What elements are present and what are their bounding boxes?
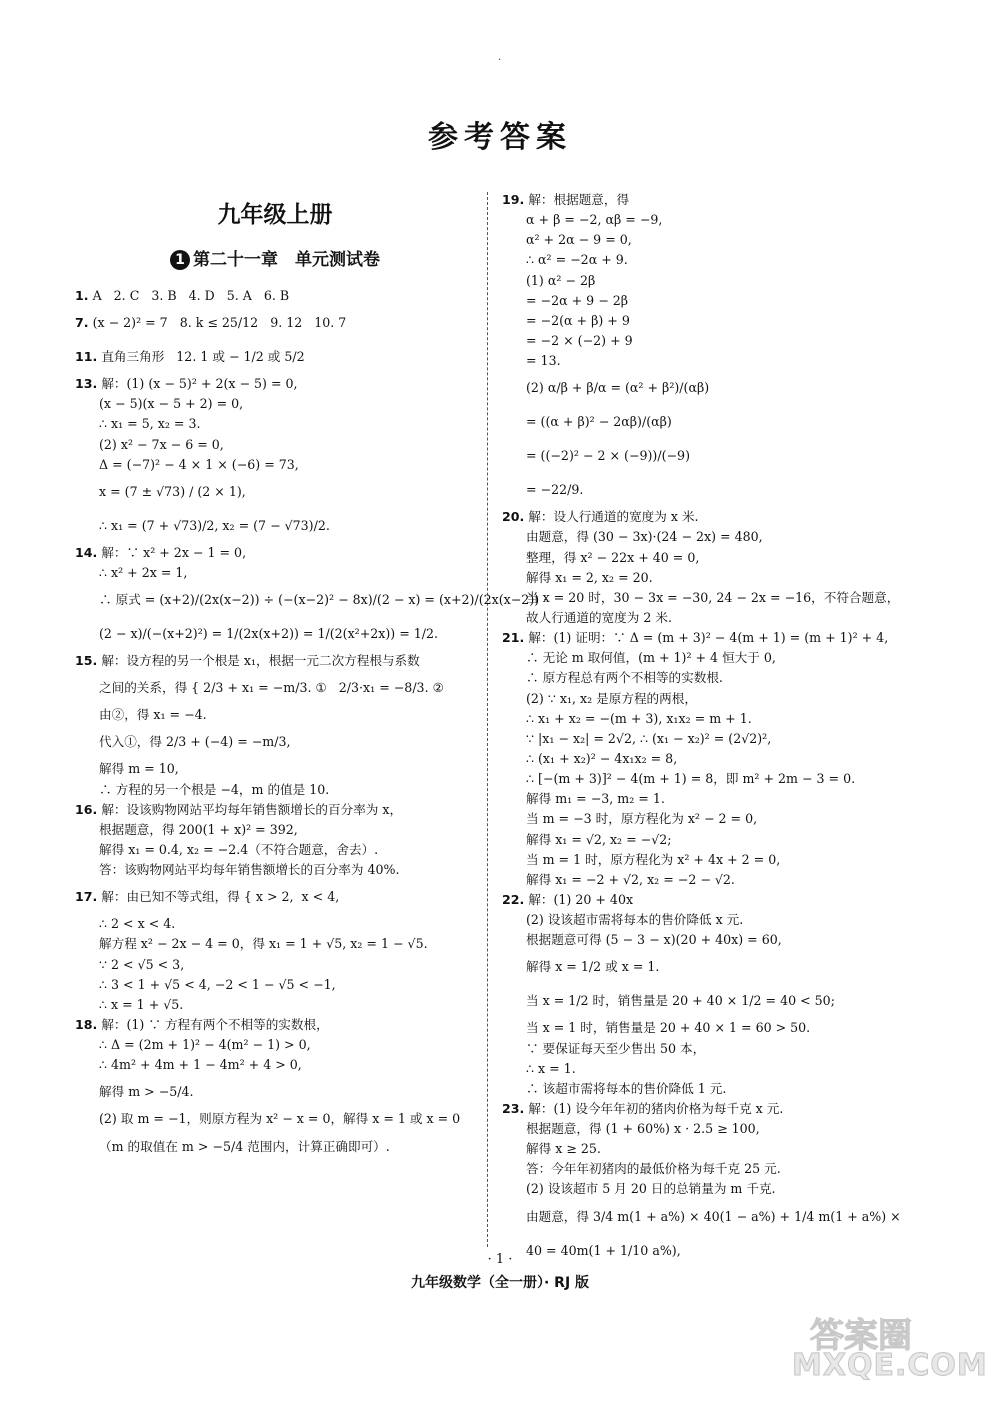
answer-line bbox=[502, 910, 922, 930]
answer-text: 40 = 40m(1 + 1/10 a%), bbox=[526, 1242, 681, 1258]
answer-line bbox=[75, 340, 475, 374]
answer-line bbox=[502, 1139, 922, 1159]
answer-text: ∴ 3 < 1 + √5 < 4, −2 < 1 − √5 < −1, bbox=[99, 976, 336, 992]
answer-text: = 13. bbox=[526, 353, 561, 369]
question-number: 15. bbox=[75, 653, 98, 669]
answer-line bbox=[75, 1035, 475, 1055]
answer-line bbox=[502, 291, 922, 311]
answer-line bbox=[502, 1119, 922, 1139]
page-number: · 1 · bbox=[487, 1252, 513, 1267]
chapter-title-text: 第二十一章 单元测试卷 bbox=[193, 250, 380, 270]
answer-line bbox=[502, 648, 922, 668]
answer-text: 解得 x₁ = −2 + √2, x₂ = −2 − √2. bbox=[526, 871, 735, 887]
question-number: 16. bbox=[75, 801, 98, 817]
answer-line bbox=[502, 628, 922, 648]
answer-text: ∴ (x₁ + x₂)² − 4x₁x₂ = 8, bbox=[526, 750, 678, 766]
answer-text: Δ = (−7)² − 4 × 1 × (−6) = 73, bbox=[99, 456, 299, 472]
answer-line bbox=[75, 543, 475, 563]
answer-line bbox=[75, 617, 475, 651]
right-column bbox=[502, 190, 922, 1268]
answer-line bbox=[75, 1015, 475, 1035]
answer-line bbox=[75, 975, 475, 995]
answer-text: 解：由已知不等式组，得 { x > 2, x < 4, bbox=[97, 889, 340, 905]
answer-line bbox=[75, 1075, 475, 1109]
answer-line bbox=[502, 984, 922, 1018]
answer-text: = −22/9. bbox=[526, 482, 584, 498]
answer-text: 解得 m = 10, bbox=[99, 761, 179, 777]
answer-line bbox=[75, 780, 475, 800]
answer-text: 解：设该购物网站平均每年销售额增长的百分率为 x， bbox=[97, 801, 403, 817]
answer-line bbox=[75, 1055, 475, 1075]
answer-line bbox=[502, 527, 922, 547]
question-number: 1. bbox=[75, 288, 89, 303]
answer-line bbox=[502, 568, 922, 588]
answer-text: 当 x = 1 时，销售量是 20 + 40 × 1 = 60 > 50. bbox=[526, 1020, 811, 1036]
answer-text: 解：(1) 20 + 40x bbox=[524, 891, 634, 907]
answer-text: ∴ 方程的另一个根是 −4，m 的值是 10. bbox=[99, 781, 330, 797]
answer-text: 解：设人行通道的宽度为 x 米. bbox=[524, 509, 699, 525]
answer-line bbox=[502, 890, 922, 910]
answer-text: 解方程 x² − 2x − 4 = 0，得 x₁ = 1 + √5, x₂ = 1 − √5. bbox=[99, 936, 428, 952]
answer-line bbox=[502, 870, 922, 890]
answer-line bbox=[502, 930, 922, 950]
answer-line bbox=[502, 190, 922, 210]
answer-line bbox=[75, 563, 475, 583]
answer-text: 整理，得 x² − 22x + 40 = 0, bbox=[526, 549, 700, 565]
answer-line bbox=[502, 830, 922, 850]
answer-line bbox=[75, 583, 548, 617]
answer-text: 解得 m₁ = −3, m₂ = 1. bbox=[526, 791, 665, 807]
question-number: 14. bbox=[75, 544, 98, 560]
answer-text: 根据题意，得 (1 + 60%) x · 2.5 ≥ 100, bbox=[526, 1121, 760, 1137]
answer-text: 解：(1) 设今年年初的猪肉价格为每千克 x 元. bbox=[524, 1100, 784, 1116]
answer-line bbox=[502, 507, 922, 527]
answer-text: (2) x² − 7x − 6 = 0, bbox=[99, 436, 224, 452]
answer-line bbox=[75, 394, 475, 414]
question-number: 18. bbox=[75, 1016, 98, 1032]
answer-line bbox=[502, 1179, 922, 1199]
answer-text: 解：(1) (x − 5)² + 2(x − 5) = 0, bbox=[97, 376, 298, 392]
answer-text: (x − 2)² = 7 8. k ≤ 25/12 9. 12 10. 7 bbox=[88, 315, 347, 331]
question-number: 17. bbox=[75, 889, 98, 905]
answer-line bbox=[75, 1109, 475, 1129]
question-number: 23. bbox=[502, 1100, 525, 1116]
answer-line bbox=[75, 995, 475, 1015]
answer-text: 当 m = −3 时，原方程化为 x² − 2 = 0, bbox=[526, 811, 758, 827]
answer-text: 解得 x₁ = 0.4, x₂ = −2.4（不符合题意，舍去）. bbox=[99, 841, 379, 857]
question-number: 20. bbox=[502, 509, 525, 525]
answer-line bbox=[75, 860, 475, 880]
answer-line bbox=[502, 1200, 922, 1234]
answer-line bbox=[502, 548, 922, 568]
answer-text: 解得 x₁ = √2, x₂ = −√2; bbox=[526, 831, 672, 847]
answer-text: 解：设方程的另一个根是 x₁，根据一元二次方程根与系数 bbox=[97, 653, 420, 669]
answer-text: x = (7 ± √73) / (2 × 1), bbox=[99, 483, 246, 499]
answer-line bbox=[502, 210, 922, 230]
answer-text: （m 的取值在 m > −5/4 范围内，计算正确即可）. bbox=[99, 1138, 390, 1154]
answer-text: 当 x = 1/2 时，销售量是 20 + 40 × 1/2 = 40 < 50; bbox=[526, 993, 835, 1009]
answer-line bbox=[75, 840, 475, 860]
answer-text: = ((α + β)² − 2αβ)/(αβ) bbox=[526, 414, 672, 430]
answer-text: 由②，得 x₁ = −4. bbox=[99, 707, 207, 723]
book-title: 九年级数学（全一册）· RJ 版 bbox=[410, 1275, 590, 1291]
chapter-title bbox=[75, 245, 475, 270]
answer-text: (2) ∵ x₁, x₂ 是原方程的两根， bbox=[526, 690, 697, 706]
answer-text: (2 − x)/(−(x+2)²) = 1/(2x(x+2)) = 1/(2(x²+2x)) = 1/2. bbox=[99, 626, 439, 642]
answer-text: = −2α + 9 − 2β bbox=[526, 292, 629, 308]
page-title: 参考答案 bbox=[428, 120, 572, 155]
answer-line bbox=[502, 230, 922, 250]
answer-line bbox=[502, 1039, 922, 1059]
answer-line bbox=[75, 880, 475, 914]
section-title: 九年级上册 bbox=[217, 202, 333, 228]
answer-text: 当 x = 20 时，30 − 3x = −30, 24 − 2x = −16，不符合题意， bbox=[526, 589, 900, 605]
answer-line bbox=[75, 800, 475, 820]
answer-line bbox=[75, 955, 475, 975]
answer-line bbox=[75, 705, 475, 725]
answer-text: ∴ 原式 = (x+2)/(2x(x−2)) ÷ (−(x−2)² − 8x)/(2 − x) = (x+2)/(2x(x−2)) · bbox=[99, 592, 548, 608]
watermark-logo: 答案圈 bbox=[810, 1316, 912, 1356]
answer-text: 解得 x ≥ 25. bbox=[526, 1141, 601, 1157]
answer-line bbox=[75, 820, 475, 840]
answer-line bbox=[502, 789, 922, 809]
answer-line bbox=[502, 850, 922, 870]
answer-text: 解：根据题意，得 bbox=[524, 192, 630, 207]
answer-text: 答：今年年初猪肉的最低价格为每千克 25 元. bbox=[526, 1161, 781, 1177]
answer-text: 根据题意，得 200(1 + x)² = 392, bbox=[99, 821, 298, 837]
page-mark: · bbox=[498, 55, 502, 66]
answer-text: α² + 2α − 9 = 0, bbox=[526, 232, 632, 248]
answer-text: ∴ x₁ + x₂ = −(m + 3), x₁x₂ = m + 1. bbox=[526, 710, 752, 726]
answer-text: ∴ 原方程总有两个不相等的实数根. bbox=[526, 670, 723, 686]
question-number: 13. bbox=[75, 376, 98, 392]
answer-text: 代入①，得 2/3 + (−4) = −m/3, bbox=[99, 734, 291, 750]
answer-text: 解：∵ x² + 2x − 1 = 0, bbox=[97, 544, 247, 560]
answer-text: α + β = −2, αβ = −9, bbox=[526, 212, 663, 228]
answer-text: 解：(1) 证明：∵ Δ = (m + 3)² − 4(m + 1) = (m + 1)² + 4, bbox=[524, 630, 889, 646]
answer-line bbox=[502, 709, 922, 729]
chapter-number-badge: 1 bbox=[170, 250, 190, 270]
answer-line bbox=[502, 439, 922, 473]
answer-text: 解：(1) ∵ 方程有两个不相等的实数根， bbox=[97, 1016, 329, 1032]
answer-line bbox=[502, 1099, 922, 1119]
answer-text: ∴ Δ = (2m + 1)² − 4(m² − 1) > 0, bbox=[99, 1037, 311, 1053]
answer-text: A 2. C 3. B 4. D 5. A 6. B bbox=[88, 288, 290, 303]
answer-line bbox=[502, 1059, 922, 1079]
answer-line bbox=[502, 250, 922, 270]
answer-text: ∵ 要保证每天至少售出 50 本， bbox=[526, 1040, 706, 1056]
answer-text: ∴ 该超市需将每本的售价降低 1 元. bbox=[526, 1080, 727, 1096]
answer-text: 当 m = 1 时，原方程化为 x² + 4x + 2 = 0, bbox=[526, 851, 781, 867]
answer-line bbox=[75, 1130, 475, 1164]
answer-line bbox=[502, 1018, 922, 1038]
answer-text: 故人行通道的宽度为 2 米. bbox=[526, 609, 672, 625]
answer-text: 直角三角形 12. 1 或 − 1/2 或 5/2 bbox=[97, 349, 305, 365]
answer-text: 由题意，得 (30 − 3x)·(24 − 2x) = 480, bbox=[526, 529, 763, 545]
answer-text: ∴ x² + 2x = 1, bbox=[99, 564, 188, 580]
answer-text: = −2 × (−2) + 9 bbox=[526, 332, 633, 348]
column-divider bbox=[487, 192, 488, 1247]
answer-line bbox=[502, 331, 922, 351]
answer-line bbox=[502, 689, 922, 709]
answer-line bbox=[502, 371, 922, 405]
answer-line bbox=[75, 651, 475, 671]
answer-text: ∴ x = 1. bbox=[526, 1060, 576, 1076]
question-number: 21. bbox=[502, 630, 525, 646]
question-number: 11. bbox=[75, 349, 98, 365]
answer-text: (1) α² − 2β bbox=[526, 272, 596, 288]
answer-line bbox=[502, 311, 922, 331]
watermark bbox=[792, 1308, 988, 1390]
answer-text: ∴ 4m² + 4m + 1 − 4m² + 4 > 0, bbox=[99, 1057, 302, 1073]
answer-line bbox=[502, 749, 922, 769]
right-answers bbox=[502, 190, 922, 1268]
answer-text: ∵ |x₁ − x₂| = 2√2, ∴ (x₁ − x₂)² = (2√2)², bbox=[526, 730, 772, 746]
answer-text: (2) 设该超市 5 月 20 日的总销量为 m 千克. bbox=[526, 1181, 776, 1197]
answer-text: ∴ 无论 m 取何值，(m + 1)² + 4 恒大于 0, bbox=[526, 650, 776, 666]
answer-text: (2) α/β + β/α = (α² + β²)/(αβ) bbox=[526, 380, 710, 396]
answer-line bbox=[502, 588, 922, 608]
answer-line bbox=[75, 934, 475, 954]
answer-line bbox=[75, 914, 475, 934]
answer-line bbox=[75, 759, 475, 779]
answer-line bbox=[75, 455, 475, 475]
answer-text: 之间的关系，得 { 2/3 + x₁ = −m/3. ① 2/3·x₁ = −8/3. ② bbox=[99, 680, 444, 696]
answer-text: (2) 取 m = −1，则原方程为 x² − x = 0，解得 x = 1 或 x = 0 bbox=[99, 1111, 461, 1127]
answer-line bbox=[502, 608, 922, 628]
answer-text: = −2(α + β) + 9 bbox=[526, 312, 630, 328]
answer-line bbox=[75, 725, 475, 759]
answer-text: 解得 m > −5/4. bbox=[99, 1084, 194, 1100]
answer-line bbox=[75, 475, 475, 509]
answer-line bbox=[75, 509, 475, 543]
answer-line bbox=[75, 671, 475, 705]
answer-line bbox=[502, 769, 922, 789]
answer-text: ∴ x₁ = 5, x₂ = 3. bbox=[99, 416, 201, 432]
answer-line bbox=[502, 809, 922, 829]
answer-text: 答：该购物网站平均每年销售额增长的百分率为 40%. bbox=[99, 862, 400, 878]
answer-text: = ((−2)² − 2 × (−9))/(−9) bbox=[526, 448, 690, 464]
answer-line bbox=[75, 286, 475, 306]
question-number: 19. bbox=[502, 192, 525, 207]
question-number: 22. bbox=[502, 891, 525, 907]
answer-line bbox=[502, 668, 922, 688]
answer-line bbox=[502, 1079, 922, 1099]
left-answers bbox=[75, 286, 548, 1164]
answer-text: (2) 设该超市需将每本的售价降低 x 元. bbox=[526, 912, 744, 928]
answer-line bbox=[502, 1159, 922, 1179]
answer-text: ∵ 2 < √5 < 3, bbox=[99, 956, 185, 972]
answer-text: 由题意，得 3/4 m(1 + a%) × 40(1 − a%) + 1/4 m(1 + a%) × bbox=[526, 1208, 901, 1224]
answer-line bbox=[75, 306, 475, 340]
answer-text: 解得 x = 1/2 或 x = 1. bbox=[526, 959, 660, 975]
answer-line bbox=[502, 351, 922, 371]
answer-line bbox=[502, 473, 922, 507]
answer-text: 解得 x₁ = 2, x₂ = 20. bbox=[526, 569, 653, 585]
answer-line bbox=[502, 271, 922, 291]
answer-line bbox=[75, 374, 475, 394]
answer-line bbox=[75, 435, 475, 455]
question-number: 7. bbox=[75, 315, 89, 331]
answer-text: ∴ α² = −2α + 9. bbox=[526, 252, 628, 268]
answer-text: ∴ [−(m + 3)]² − 4(m + 1) = 8，即 m² + 2m − 3 = 0. bbox=[526, 771, 856, 787]
answer-line bbox=[502, 405, 922, 439]
answer-text: ∴ 2 < x < 4. bbox=[99, 916, 176, 932]
watermark-text: MXQE.COM bbox=[792, 1348, 988, 1383]
answer-text: ∴ x = 1 + √5. bbox=[99, 996, 184, 1012]
answer-line bbox=[75, 414, 475, 434]
answer-line bbox=[502, 950, 922, 984]
answer-text: ∴ x₁ = (7 + √73)/2, x₂ = (7 − √73)/2. bbox=[99, 517, 330, 533]
answer-line bbox=[502, 729, 922, 749]
answer-text: 根据题意可得 (5 − 3 − x)(20 + 40x) = 60, bbox=[526, 932, 782, 948]
answer-text: (x − 5)(x − 5 + 2) = 0, bbox=[99, 396, 244, 412]
